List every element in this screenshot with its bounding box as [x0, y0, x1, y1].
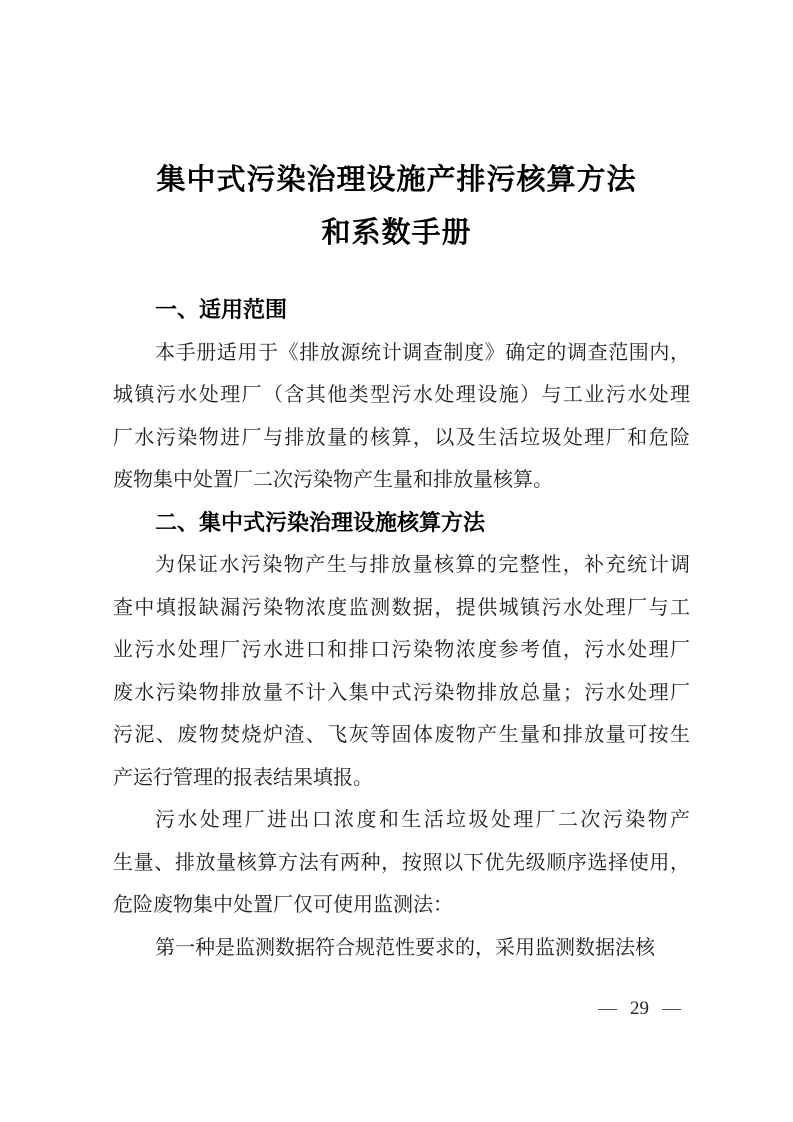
- body-line: 废物集中处置厂二次污染物产生量和排放量核算。: [113, 469, 553, 491]
- body-line: 危险废物集中处置厂仅可使用监测法：: [113, 894, 453, 916]
- section-1-heading: 一、适用范围: [155, 297, 288, 322]
- section-2-paragraph-3: [113, 927, 690, 970]
- document-title: [0, 154, 793, 260]
- body-line: 查中填报缺漏污染物浓度监测数据，提供城镇污水处理厂与工: [113, 596, 690, 619]
- body-line: 污泥、废物焚烧炉渣、飞灰等固体废物产生量和排放量可按生: [113, 724, 690, 746]
- section-2-heading: 二、集中式污染治理设施核算方法: [155, 509, 486, 535]
- section-2-paragraph-1: [113, 544, 690, 799]
- document-body: [113, 289, 690, 969]
- footer-dash-left: —: [598, 998, 617, 1019]
- document-title-line-1: 集中式污染治理设施产排污核算方法: [156, 164, 637, 196]
- body-line: 第一种是监测数据符合规范性要求的，采用监测数据法核: [155, 936, 655, 959]
- page-footer: [598, 998, 681, 1020]
- body-line: 污水处理厂进出口浓度和生活垃圾处理厂二次污染物产: [155, 809, 690, 831]
- page-number: 29: [630, 998, 649, 1019]
- footer-dash-right: —: [662, 998, 681, 1019]
- body-line: 产运行管理的报表结果填报。: [113, 766, 373, 789]
- section-2-paragraph-2: [113, 799, 690, 927]
- body-line: 废水污染物排放量不计入集中式污染物排放总量；污水处理厂: [113, 681, 690, 704]
- body-line: 城镇污水处理厂（含其他类型污水处理设施）与工业污水处理: [113, 384, 690, 406]
- body-line: 厂水污染物进厂与排放量的核算，以及生活垃圾处理厂和危险: [113, 426, 690, 449]
- document-title-line-2: 和系数手册: [321, 217, 472, 249]
- body-line: 业污水处理厂污水进口和排口污染物浓度参考值，污水处理厂: [113, 639, 690, 661]
- body-line: 本手册适用于《排放源统计调查制度》确定的调查范围内，: [155, 341, 690, 364]
- body-line: 生量、排放量核算方法有两种，按照以下优先级顺序选择使用，: [113, 851, 690, 874]
- section-1-paragraph-1: [113, 332, 690, 502]
- body-line: 为保证水污染物产生与排放量核算的完整性，补充统计调: [155, 554, 690, 576]
